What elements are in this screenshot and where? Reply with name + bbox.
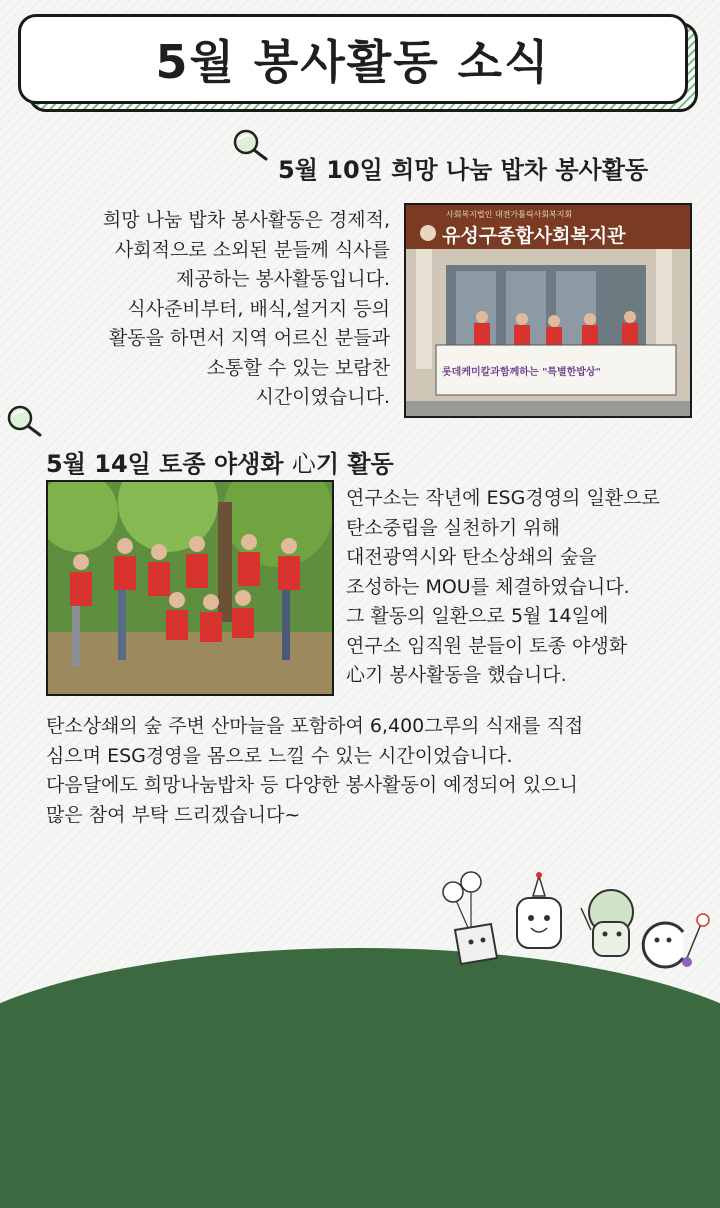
section2-line: 연구소 임직원 분들이 토종 야생화 bbox=[346, 634, 628, 657]
closing-line: 심으며 ESG경영을 몸으로 느낄 수 있는 시간이었습니다. bbox=[46, 744, 513, 767]
photo-sign-top: 사회복지법인 대전가톨릭사회복지회 bbox=[446, 210, 573, 219]
title-banner-front bbox=[18, 14, 688, 104]
mascot-characters-illustration bbox=[425, 868, 715, 978]
photo-banner-text: 롯데케미칼과함께하는 "특별한밥상" bbox=[442, 367, 601, 378]
section2-line: 心기 봉사활동을 했습니다. bbox=[346, 664, 567, 686]
section2-heading-text: 5월 14일 토종 야생화 bbox=[46, 450, 292, 478]
section1-line: 활동을 하면서 지역 어르신 분들과 bbox=[108, 327, 390, 349]
section2-heading-text-end: 기 활동 bbox=[315, 450, 394, 478]
magnifier-icon bbox=[230, 128, 270, 162]
section2-heading-glyph: 心 bbox=[291, 450, 316, 478]
closing-line: 탄소상쇄의 숲 주변 산마늘을 포함하여 6,400그루의 식재를 직접 bbox=[46, 715, 584, 737]
page-title: 5월 봉사활동 소식 bbox=[155, 35, 551, 89]
section2-line: 탄소중립을 실천하기 위해 bbox=[346, 516, 560, 539]
section1-line: 제공하는 봉사활동입니다. bbox=[176, 268, 390, 290]
closing-paragraph bbox=[46, 712, 706, 830]
section1-heading: 5월 10일 희망 나눔 밥차 봉사활동 bbox=[278, 156, 649, 184]
closing-line: 다음달에도 희망나눔밥차 등 다양한 봉사활동이 예정되어 있으니 bbox=[46, 774, 578, 796]
meal-truck-photo bbox=[404, 203, 692, 418]
section2-paragraph bbox=[346, 484, 716, 691]
section2-heading bbox=[46, 444, 394, 479]
section2-line: 대전광역시와 탄소상쇄의 숲을 bbox=[346, 546, 597, 568]
section1-line: 식사준비부터, 배식,설거지 등의 bbox=[127, 297, 390, 320]
section2-line: 연구소는 작년에 ESG경영의 일환으로 bbox=[346, 487, 660, 509]
wildflower-planting-photo-illustration bbox=[48, 482, 332, 694]
closing-line: 많은 참여 부탁 드리겠습니다~ bbox=[46, 803, 301, 826]
magnifier-icon bbox=[4, 404, 44, 438]
section1-paragraph bbox=[30, 206, 390, 413]
section1-line: 희망 나눔 밥차 봉사활동은 경제적, bbox=[102, 209, 390, 231]
title-banner bbox=[18, 14, 686, 102]
bottom-hill-decoration bbox=[0, 948, 720, 1208]
section2-line: 조성하는 MOU를 체결하였습니다. bbox=[346, 575, 630, 598]
section1-line: 소통할 수 있는 보람찬 bbox=[206, 356, 390, 379]
section2-line: 그 활동의 일환으로 5월 14일에 bbox=[346, 605, 609, 627]
section1-line: 시간이였습니다. bbox=[255, 386, 390, 408]
photo-sign-main: 유성구종합사회복지관 bbox=[442, 225, 626, 247]
section1-line: 사회적으로 소외된 분들께 식사를 bbox=[114, 238, 390, 261]
wildflower-planting-photo bbox=[46, 480, 334, 696]
